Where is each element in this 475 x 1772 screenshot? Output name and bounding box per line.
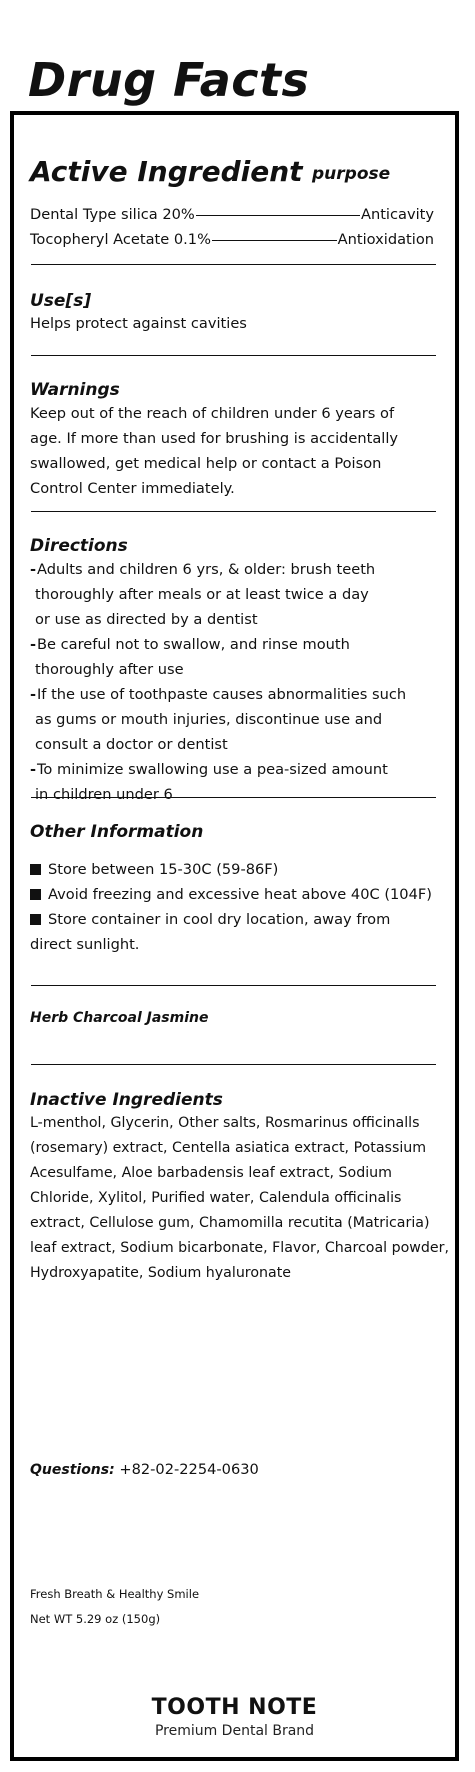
leader-line	[212, 240, 337, 241]
brand-subtitle: Premium Dental Brand	[154, 1723, 315, 1739]
active-ingredient-heading: Active Ingredient	[30, 155, 303, 188]
text-line: Chloride, Xylitol, Purified water, Calendula officinalis	[30, 1190, 402, 1206]
text-line: Acesulfame, Aloe barbadensis leaf extract, Sodium	[30, 1165, 392, 1181]
dash-bullet: -	[30, 761, 37, 778]
list-item	[30, 632, 440, 682]
leader-line	[196, 215, 360, 216]
questions-label: Questions:	[30, 1462, 115, 1478]
list-item: Avoid freezing and excessive heat above 40C (104F)	[30, 882, 432, 907]
warnings-heading: Warnings	[30, 380, 120, 400]
directions-list	[30, 557, 440, 807]
section-divider	[31, 511, 436, 512]
page-title: Drug Facts	[28, 53, 310, 107]
section-divider	[31, 264, 436, 265]
square-bullet-icon	[30, 864, 41, 875]
list-item: Store between 15-30C (59-86F)	[30, 857, 432, 882]
drug-facts-panel	[10, 111, 459, 1761]
section-divider	[31, 985, 436, 986]
uses-text: Helps protect against cavities	[30, 315, 247, 332]
text-line: Hydroxyapatite, Sodium hyaluronate	[30, 1265, 291, 1281]
text-line: If the use of toothpaste causes abnormalities such	[37, 686, 407, 703]
ingredient-purpose: Antioxidation	[337, 231, 434, 248]
ingredient-purpose: Anticavity	[360, 206, 434, 223]
net-weight: Net WT 5.29 oz (150g)	[30, 1612, 161, 1626]
text-line: Adults and children 6 yrs, & older: brush teeth	[37, 561, 376, 578]
text-line: thoroughly after meals or at least twice a day	[35, 586, 369, 603]
text-line: swallowed, get medical help or contact a Poison	[30, 455, 382, 472]
text-line: leaf extract, Sodium bicarbonate, Flavor, Charcoal powder,	[30, 1240, 449, 1256]
section-divider	[31, 355, 436, 356]
questions-phone[interactable]: +82-02-2254-0630	[119, 1461, 259, 1478]
text-line: as gums or mouth injuries, discontinue use and	[35, 711, 383, 728]
ingredient-name: Dental Type silica 20%	[30, 206, 195, 223]
ingredient-name: Tocopheryl Acetate 0.1%	[30, 231, 211, 248]
inactive-ingredients-heading: Inactive Ingredients	[30, 1090, 223, 1110]
active-ingredient-row	[30, 202, 434, 227]
dash-bullet: -	[30, 561, 37, 578]
text-line: in children under 6	[35, 786, 173, 803]
list-item: Store container in cool dry location, away from	[30, 907, 432, 932]
list-item	[30, 757, 440, 807]
active-ingredient-row	[30, 227, 434, 252]
text-line: thoroughly after use	[35, 661, 184, 678]
section-divider	[31, 1064, 436, 1065]
text-line: To minimize swallowing use a pea-sized amount	[37, 761, 388, 778]
tagline: Fresh Breath & Healthy Smile	[30, 1587, 200, 1601]
brand-logo: TOOTH NOTE	[151, 1695, 318, 1720]
warnings-text	[30, 401, 398, 501]
text-line: (rosemary) extract, Centella asiatica extract, Potassium	[30, 1140, 427, 1156]
text-line: age. If more than used for brushing is accidentally	[30, 430, 399, 447]
text-line: Be careful not to swallow, and rinse mouth	[37, 636, 350, 653]
text-line: L-menthol, Glycerin, Other salts, Rosmarinus officinalls	[30, 1115, 420, 1131]
text-line: consult a doctor or dentist	[35, 736, 228, 753]
active-ingredient-list	[30, 202, 434, 252]
text-line: extract, Cellulose gum, Chamomilla recutita (Matricaria)	[30, 1215, 430, 1231]
other-information-heading: Other Information	[30, 822, 204, 842]
questions-line	[30, 1457, 259, 1483]
purpose-label: purpose	[312, 164, 391, 184]
flavor-name: Herb Charcoal Jasmine	[30, 1010, 209, 1026]
list-item	[30, 682, 440, 757]
dash-bullet: -	[30, 636, 37, 653]
text-line: Control Center immediately.	[30, 480, 235, 497]
square-bullet-icon	[30, 889, 41, 900]
section-divider	[31, 797, 436, 798]
list-item	[30, 557, 440, 632]
inactive-ingredients-text	[30, 1111, 450, 1286]
directions-heading: Directions	[30, 536, 128, 556]
square-bullet-icon	[30, 914, 41, 925]
text-line: direct sunlight.	[30, 936, 140, 953]
uses-heading: Use[s]	[30, 291, 92, 311]
other-information-list	[30, 857, 432, 957]
text-line: or use as directed by a dentist	[35, 611, 258, 628]
dash-bullet: -	[30, 686, 37, 703]
text-line: Keep out of the reach of children under 6 years of	[30, 405, 395, 422]
